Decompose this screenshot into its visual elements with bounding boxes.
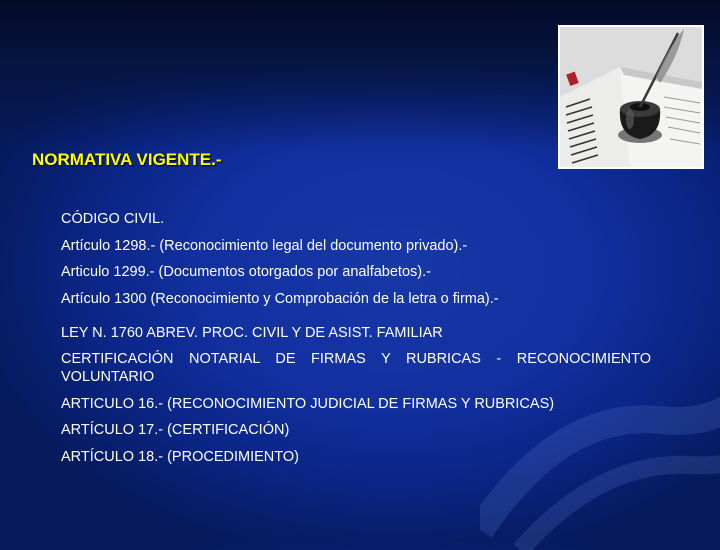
list-item-articulo-1298: Artículo 1298.- (Reconocimiento legal del documento privado).- [61,237,468,254]
list-item-codigo-civil: CÓDIGO CIVIL. [61,211,165,227]
slide-title: NORMATIVA VIGENTE.- [32,150,222,169]
list-item-articulo-16: ARTICULO 16.- (RECONOCIMIENTO JUDICIAL DE FIRMAS Y RUBRICAS) [61,395,555,412]
list-item-certificacion-notarial: CERTIFICACIÓN NOTARIAL DE FIRMAS Y RUBRICAS - RECONOCIMIENTO VOLUNTARIO [61,351,651,385]
list-item-articulo-1300: Artículo 1300 (Reconocimiento y Comprobación de la letra o firma).- [61,290,499,307]
legal-references-list [61,210,651,474]
quill-inkwell-book-image [558,25,704,169]
list-item-articulo-18: ARTÍCULO 18.- (PROCEDIMIENTO) [61,448,299,465]
quill-inkwell-book-icon [560,27,702,167]
list-item-articulo-17: ARTÍCULO 17.- (CERTIFICACIÓN) [61,422,290,438]
list-item-ley-1760: LEY N. 1760 ABREV. PROC. CIVIL Y DE ASIST. FAMILIAR [61,324,443,341]
list-item-articulo-1299: Articulo 1299.- (Documentos otorgados por analfabetos).- [61,264,431,280]
